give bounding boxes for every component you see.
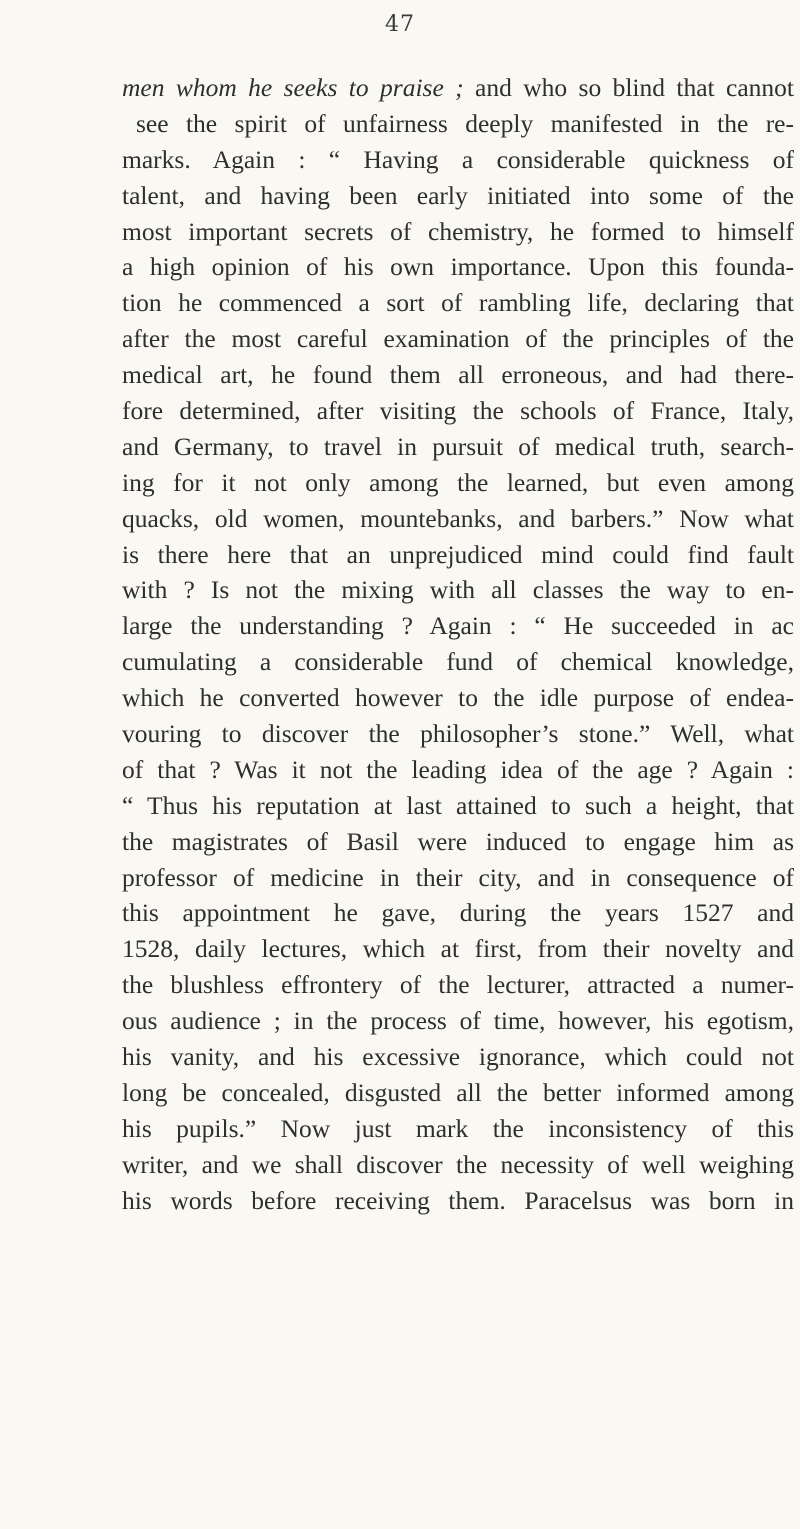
text-line: after the most careful examination of the principles of the [122,324,794,354]
text-line: his vanity, and his excessive ignorance, which could not [122,1042,794,1072]
text-line: “ Thus his reputation at last attained to such a height, that [122,790,794,820]
text-line: his words before receiving them. Paracelsus was born in [122,1185,794,1215]
text-line: professor of medicine in their city, and in consequence of [122,862,794,892]
body-text [122,70,794,1219]
text-line-content: and who so blind that cannot [463,73,794,102]
text-line: long be concealed, disgusted all the better informed among [122,1077,794,1107]
text-line: fore determined, after visiting the schools of France, Italy, [122,396,794,426]
text-line: cumulating a considerable fund of chemical knowledge, [122,647,794,677]
text-line: with ? Is not the mixing with all classes the way to en- [122,575,794,605]
text-line: 1528, daily lectures, which at first, from their novelty and [122,934,794,964]
text-line: large the understanding ? Again : “ He succeeded in ac [122,611,794,641]
text-line: marks. Again : “ Having a considerable quickness of [122,144,794,174]
text-line: his pupils.” Now just mark the inconsistency of this [122,1113,794,1143]
text-line: see the spirit of unfairness deeply manifested in the re- [136,108,794,138]
text-line: medical art, he found them all erroneous, and had there- [122,360,794,390]
text-line: ous audience ; in the process of time, however, his egotism, [122,1006,794,1036]
text-line [122,70,794,106]
text-line: vouring to discover the philosopher’s stone.” Well, what [122,719,794,749]
italic-phrase: men whom he seeks to praise ; [122,73,464,102]
text-line: is there here that an unprejudiced mind could find fault [122,539,794,569]
text-line: a high opinion of his own importance. Upon this founda- [122,252,794,282]
text-line: the blushless effrontery of the lecturer, attracted a numer- [122,970,794,1000]
text-line: this appointment he gave, during the years 1527 and [122,898,794,928]
text-line: quacks, old women, mountebanks, and barbers.” Now what [122,503,794,533]
text-line: writer, and we shall discover the necessity of well weighing [122,1149,794,1179]
page-number: 47 [385,12,415,37]
text-line: most important secrets of chemistry, he formed to himself [122,216,794,246]
text-line: which he converted however to the idle purpose of endea- [122,683,794,713]
text-line: of that ? Was it not the leading idea of the age ? Again : [122,754,794,784]
text-line: the magistrates of Basil were induced to engage him as [122,826,794,856]
text-line: tion he commenced a sort of rambling life, declaring that [122,288,794,318]
text-line: and Germany, to travel in pursuit of medical truth, search- [122,431,794,461]
text-line: ing for it not only among the learned, but even among [122,467,794,497]
text-line: talent, and having been early initiated into some of the [122,180,794,210]
